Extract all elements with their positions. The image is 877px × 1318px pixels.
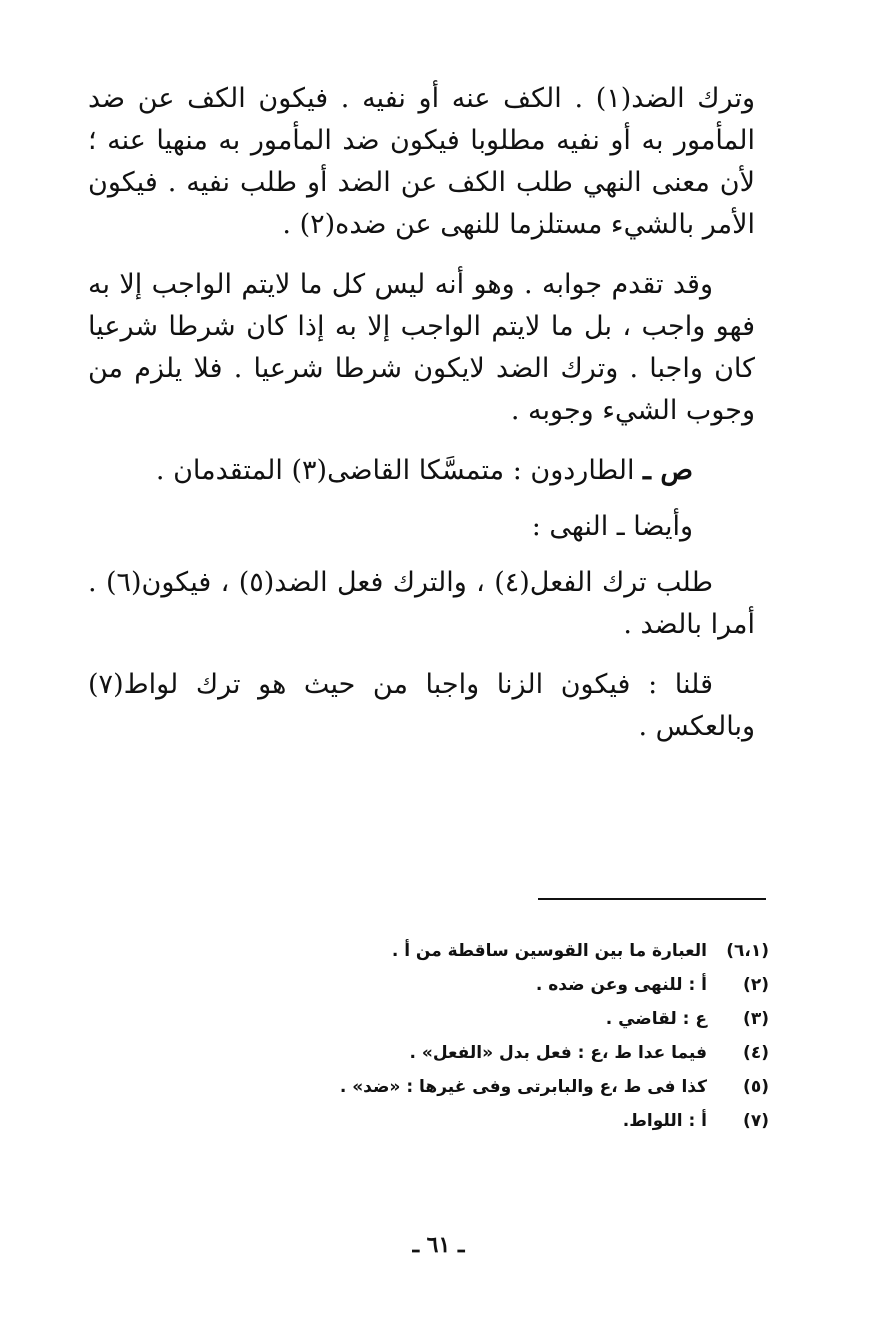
footnote-text: أ : للنهى وعن ضده . [535, 975, 707, 995]
paragraph-2: وقد تقدم جوابه . وهو أنه ليس كل ما لايتم الواجب إلا به فهو واجب ، بل ما لايتم الواجب إلا به إذا كان شرطا شرعيا كان واجبا . وترك الضد لايكون شرطا شرعيا . فلا يلزم من وجوب الشيء وجوبه . [88, 269, 755, 426]
footnote-text: فيما عدا ط ،ع : فعل بدل «الفعل» . [409, 1043, 707, 1063]
footnote-number: (٣) [743, 1009, 769, 1029]
paragraph-6: قلنا : فيكون الزنا واجبا من حيث هو ترك لواط(٧) وبالعكس . [88, 669, 755, 742]
footnote [209, 1002, 769, 1036]
footnote [209, 968, 769, 1002]
footnote [209, 934, 769, 968]
footnote-divider [538, 898, 766, 900]
footnote-text: أ : اللواط. [622, 1111, 707, 1131]
text-line-3 [88, 450, 755, 492]
footnote-number: (٢) [743, 975, 769, 995]
footnote-text: كذا فى ط ،ع والبابرتى وفى غيرها : «ضد» . [339, 1077, 707, 1097]
main-text [88, 78, 755, 766]
footnote-number: (٦،١) [726, 941, 769, 961]
footnote-number: (٤) [743, 1043, 769, 1063]
section-marker: ص ـ [643, 455, 693, 486]
footnote [209, 1070, 769, 1104]
footnotes [209, 934, 769, 1138]
text-line-3-body: الطاردون : متمسَّكا القاضى(٣) المتقدمان . [155, 455, 635, 486]
footnote-number: (٥) [743, 1077, 769, 1097]
footnote-text: العبارة ما بين القوسين ساقطة من أ . [391, 941, 707, 961]
footnote [209, 1036, 769, 1070]
paragraph-1: وترك الضد(١) . الكف عنه أو نفيه . فيكون الكف عن ضد المأمور به أو نفيه مطلوبا فيكون ضد المأمور به منهيا عنه ؛ لأن معنى النهي طلب الكف عن الضد أو طلب نفيه . فيكون الأمر بالشيء مستلزما للنهى عن ضده(٢) . [88, 83, 755, 240]
footnote [209, 1104, 769, 1138]
footnote-number: (٧) [743, 1111, 769, 1131]
page-number: ـ ٦١ ـ [412, 1232, 465, 1258]
paragraph-5: طلب ترك الفعل(٤) ، والترك فعل الضد(٥) ، فيكون(٦) . أمرا بالضد . [88, 567, 755, 640]
text-line-4: وأيضا ـ النهى : [531, 511, 693, 542]
footnote-text: ع : لقاضي . [605, 1009, 707, 1029]
